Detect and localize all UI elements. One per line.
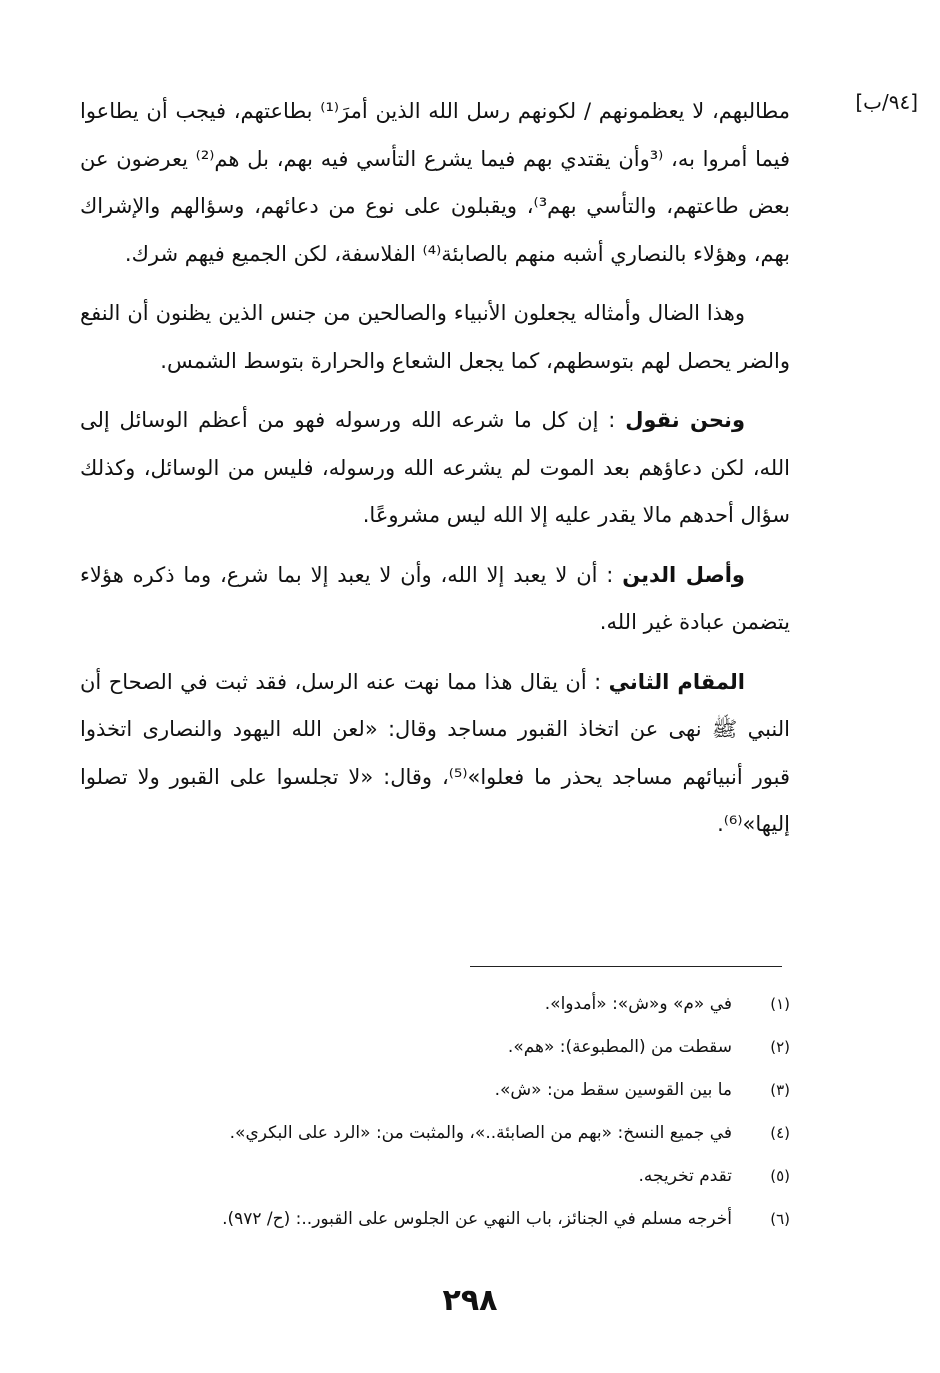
footnote-text: أخرجه مسلم في الجنائز، باب النهي عن الجلوس على القبور..: (ح/ ٩٧٢).: [222, 1208, 732, 1229]
footnote-number: (٦): [770, 1209, 790, 1228]
paragraph-1-text: مطالبهم، لا يعظمونهم / لكونهم رسل الله الذين أمرَ⁽¹⁾ بطاعتهم، فيجب أن يطاعوا فيما أمروا به، ⁽³وأن يقتدي بهم فيما يشرع التأسي فيه بهم، بل هم⁽²⁾ يعرضون عن بعض طاعتهم، والتأسي بهم³⁾، ويقبلون على نوع من دعائهم، وسؤالهم والإشراك بهم، وهؤلاء بالنصاري أشبه منهم بالصابئة⁽⁴⁾ الفلاسفة، لكن الجميع فيهم شرك.: [80, 99, 790, 266]
paragraph-3-lead: ونحن نقول: [625, 408, 745, 432]
paragraph-3: [80, 397, 790, 540]
paragraph-2: [80, 290, 790, 385]
paragraph-4-text: : أن لا يعبد إلا الله، وأن لا يعبد إلا بما شرع، وما ذكره هؤلاء يتضمن عبادة غير الله.: [80, 562, 790, 634]
footnote-item: [90, 1154, 790, 1197]
main-text: [80, 88, 790, 861]
page-number: ٢٩٨: [442, 1283, 498, 1318]
footnote-item: [90, 1025, 790, 1068]
footnote-text: في جميع النسخ: «بهم من الصابئة..»، والمثبت من: «الرد على البكري».: [229, 1122, 732, 1143]
footnote-number: (٤): [770, 1123, 790, 1142]
footnote-text: في «م» و«ش»: «أمدوا».: [544, 993, 732, 1014]
paragraph-1: [80, 88, 790, 278]
paragraph-2-text: وهذا الضال وأمثاله يجعلون الأنبياء والصالحين من جنس الذين يظنون أن النفع والضر يحصل لهم بتوسطهم، كما يجعل الشعاع والحرارة بتوسط الشمس.: [80, 301, 790, 373]
footnote-item: [90, 1068, 790, 1111]
paragraph-3-text: : إن كل ما شرعه الله ورسوله فهو من أعظم الوسائل إلى الله، لكن دعاؤهم بعد الموت لم يشرعه الله ورسوله، فليس من الوسائل، وكذلك سؤال أحدهم مالا يقدر عليه إلا الله ليس مشروعًا.: [80, 408, 790, 527]
footnote-text: ما بين القوسين سقط من: «ش».: [494, 1079, 732, 1100]
footnote-separator: [470, 966, 782, 967]
footnotes: [90, 982, 790, 1240]
footnote-text: سقطت من (المطبوعة): «هم».: [507, 1036, 732, 1057]
footnote-item: [90, 982, 790, 1025]
paragraph-5-lead: المقام الثاني: [608, 669, 745, 694]
footnote-number: (٢): [770, 1037, 790, 1056]
margin-folio-marker: [٩٤/ب]: [855, 90, 918, 114]
paragraph-5: [80, 659, 790, 849]
footnote-item: [90, 1111, 790, 1154]
paragraph-5-text: : أن يقال هذا مما نهت عنه الرسل، فقد ثبت في الصحاح أن النبي ﷺ نهى عن اتخاذ القبور مساجد وقال: «لعن الله اليهود والنصارى اتخذوا قبور أنبيائهم مساجد يحذر ما فعلوا»⁽⁵⁾، وقال: «لا تجلسوا على القبور ولا تصلوا إليها»⁽⁶⁾.: [80, 669, 790, 836]
footnote-text: تقدم تخريجه.: [638, 1165, 732, 1186]
footnote-number: (٥): [770, 1166, 790, 1185]
paragraph-4: [80, 552, 790, 647]
paragraph-4-lead: وأصل الدين: [622, 562, 745, 587]
footnote-number: (١): [770, 994, 790, 1013]
footnote-item: [90, 1197, 790, 1240]
footnote-number: (٣): [770, 1080, 790, 1099]
